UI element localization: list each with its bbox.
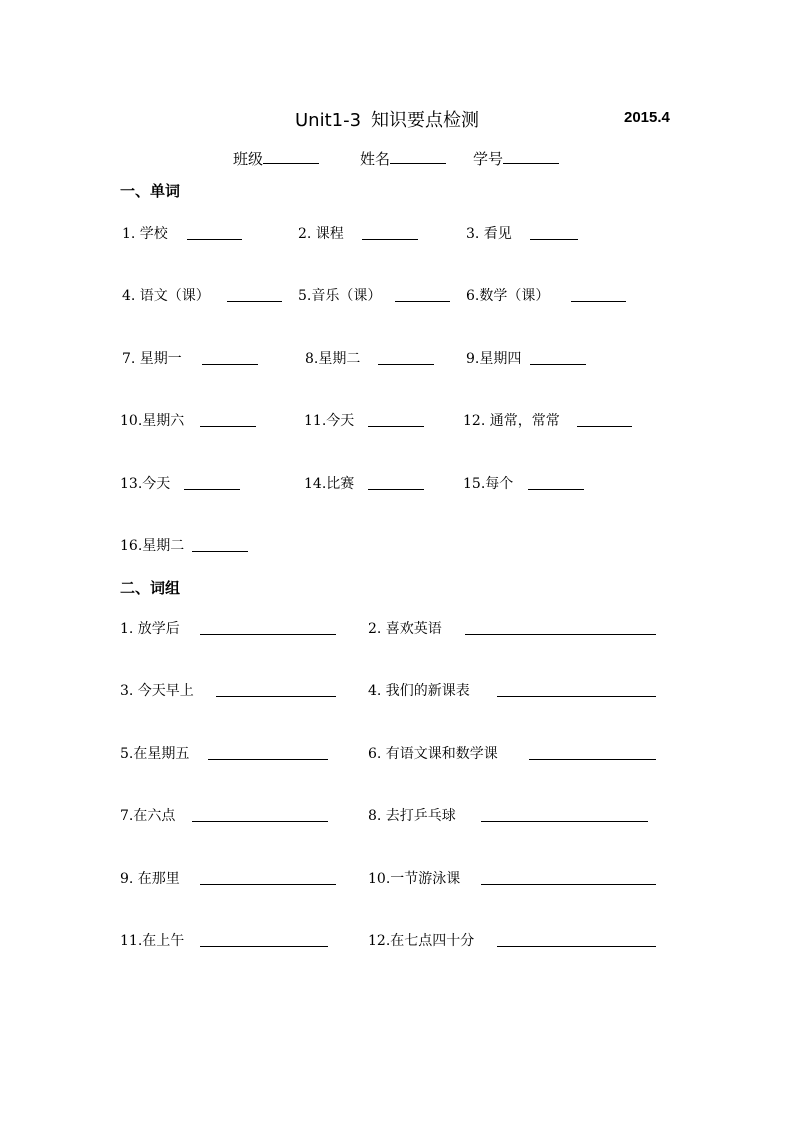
answer-blank[interactable] bbox=[200, 884, 336, 885]
title-unit: Unit1-3 bbox=[295, 110, 362, 131]
answer-blank[interactable] bbox=[216, 696, 336, 697]
answer-blank[interactable] bbox=[528, 489, 584, 490]
answer-blank[interactable] bbox=[184, 489, 240, 490]
answer-blank[interactable] bbox=[192, 821, 328, 822]
answer-blank[interactable] bbox=[368, 489, 424, 490]
name-field: 姓名 bbox=[360, 148, 446, 169]
answer-blank[interactable] bbox=[200, 946, 328, 947]
section-heading-words: 一、单词 bbox=[120, 182, 181, 200]
list-item: 14.比赛 bbox=[304, 476, 355, 492]
answer-blank[interactable] bbox=[497, 696, 656, 697]
list-item: 6.数学（课） bbox=[466, 288, 550, 304]
answer-blank[interactable] bbox=[571, 301, 626, 302]
title-text: 知识要点检测 bbox=[371, 110, 480, 131]
answer-blank[interactable] bbox=[577, 426, 632, 427]
list-item: 2. 课程 bbox=[298, 226, 344, 242]
answer-blank[interactable] bbox=[497, 946, 656, 947]
id-field: 学号 bbox=[473, 148, 559, 169]
id-blank[interactable] bbox=[503, 149, 559, 164]
answer-blank[interactable] bbox=[378, 364, 434, 365]
list-item: 4. 语文（课） bbox=[122, 288, 210, 304]
answer-blank[interactable] bbox=[529, 759, 656, 760]
list-item: 1. 学校 bbox=[122, 226, 168, 242]
class-field: 班级 bbox=[233, 148, 319, 169]
class-blank[interactable] bbox=[263, 149, 319, 164]
list-item: 7.在六点 bbox=[120, 808, 176, 824]
date-label: 2015.4 bbox=[624, 109, 670, 126]
list-item: 16.星期二 bbox=[120, 538, 185, 554]
answer-blank[interactable] bbox=[368, 426, 424, 427]
list-item: 4. 我们的新课表 bbox=[368, 683, 470, 699]
list-item: 8.星期二 bbox=[305, 351, 361, 367]
list-item: 3. 看见 bbox=[466, 226, 512, 242]
list-item: 13.今天 bbox=[120, 476, 171, 492]
list-item: 15.每个 bbox=[463, 476, 514, 492]
list-item: 11.在上午 bbox=[120, 933, 185, 949]
answer-blank[interactable] bbox=[481, 884, 656, 885]
answer-blank[interactable] bbox=[202, 364, 258, 365]
list-item: 1. 放学后 bbox=[120, 621, 180, 637]
answer-blank[interactable] bbox=[395, 301, 450, 302]
answer-blank[interactable] bbox=[200, 634, 336, 635]
list-item: 12.在七点四十分 bbox=[368, 933, 475, 949]
answer-blank[interactable] bbox=[187, 239, 242, 240]
list-item: 7. 星期一 bbox=[122, 351, 182, 367]
answer-blank[interactable] bbox=[481, 821, 648, 822]
list-item: 5.音乐（课） bbox=[298, 288, 382, 304]
list-item: 5.在星期五 bbox=[120, 746, 190, 762]
page-title bbox=[295, 106, 479, 132]
list-item: 9. 在那里 bbox=[120, 871, 180, 887]
name-blank[interactable] bbox=[390, 149, 446, 164]
section-heading-phrases: 二、词组 bbox=[120, 579, 181, 597]
answer-blank[interactable] bbox=[362, 239, 418, 240]
list-item: 9.星期四 bbox=[466, 351, 522, 367]
answer-blank[interactable] bbox=[200, 426, 256, 427]
list-item: 2. 喜欢英语 bbox=[368, 621, 442, 637]
list-item: 3. 今天早上 bbox=[120, 683, 194, 699]
answer-blank[interactable] bbox=[465, 634, 656, 635]
answer-blank[interactable] bbox=[208, 759, 328, 760]
list-item: 6. 有语文课和数学课 bbox=[368, 746, 498, 762]
list-item: 10.一节游泳课 bbox=[368, 871, 461, 887]
answer-blank[interactable] bbox=[192, 551, 248, 552]
answer-blank[interactable] bbox=[227, 301, 282, 302]
list-item: 8. 去打乒乓球 bbox=[368, 808, 456, 824]
list-item: 12. 通常，常常 bbox=[463, 413, 560, 429]
list-item: 10.星期六 bbox=[120, 413, 185, 429]
answer-blank[interactable] bbox=[530, 364, 586, 365]
list-item: 11.今天 bbox=[304, 413, 355, 429]
answer-blank[interactable] bbox=[530, 239, 578, 240]
